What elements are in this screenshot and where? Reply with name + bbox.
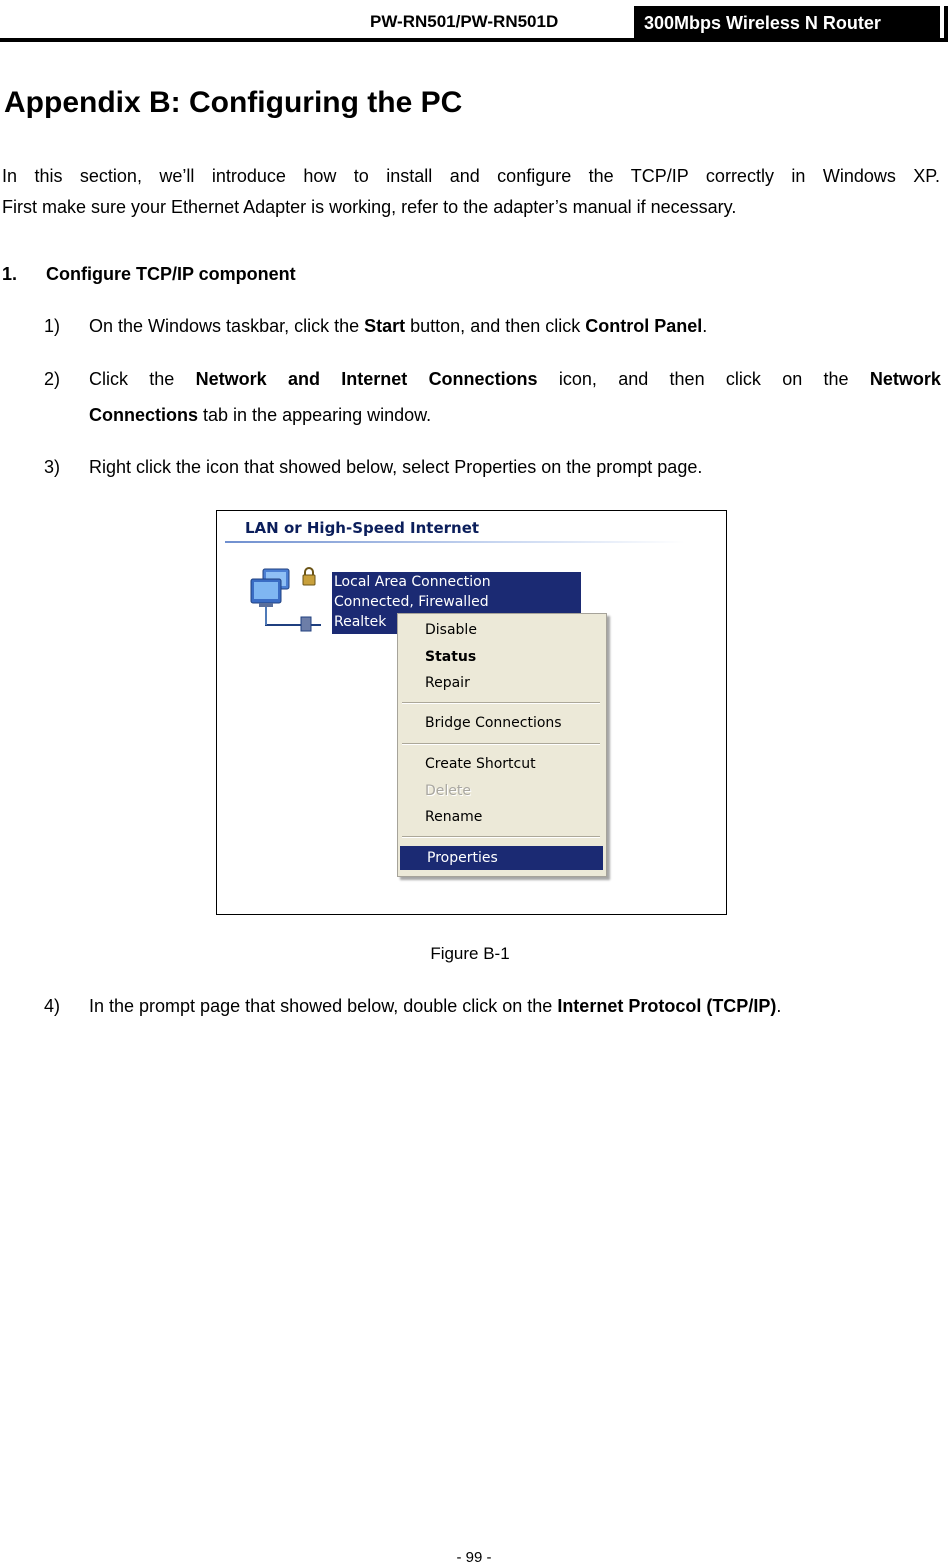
menu-item-properties[interactable]: Properties [400,846,603,870]
connection-name[interactable]: Local Area Connection [334,574,491,590]
network-connection-icon[interactable] [247,565,327,645]
menu-item-create-shortcut[interactable]: Create Shortcut [425,756,536,772]
step-1-part-3: . [702,316,708,336]
page-number: - 99 - [456,1549,492,1566]
step-2-bold-word: Network [869,369,941,389]
step-1-part-1: On the Windows taskbar, click the [89,316,365,336]
step-2-word: icon, [558,369,597,389]
intro-line-1: In this section, we’ll introduce how to install and configure the TCP/IP correctly in Windows XP. [2,166,940,186]
step-2-bold-word: and [287,369,320,389]
step-4-part-1: In the prompt page that showed below, double click on the [89,996,558,1016]
step-3-number: 3) [44,457,61,477]
step-1-number: 1) [44,316,61,336]
step-4-number: 4) [44,996,61,1016]
step-2-bold-word: Connections [428,369,538,389]
step-2-tail: tab in the appearing window. [198,405,432,425]
menu-separator [402,836,600,838]
figure-screenshot [216,510,727,915]
step-4-text [89,996,781,1017]
figure-caption: Figure B-1 [430,944,510,963]
step-2-connections-term: Connections [89,405,199,425]
menu-item-delete: Delete [425,783,471,799]
menu-item-bridge-connections[interactable]: Bridge Connections [425,715,562,731]
step-1-text [89,316,707,337]
connection-device: Realtek [334,614,387,630]
step-2-word: on [782,369,803,389]
menu-separator [402,743,600,745]
step-2-word: Click [89,369,128,389]
menu-item-disable[interactable]: Disable [425,622,477,638]
header-model: PW-RN501/PW-RN501D [370,12,559,31]
header-rule [0,38,948,42]
step-3-text: Right click the icon that showed below, select Properties on the prompt page. [89,457,703,477]
step-2-number: 2) [44,369,61,389]
connection-status: Connected, Firewalled [334,594,489,610]
context-menu [397,613,607,877]
step-2-word: and [618,369,649,389]
menu-item-repair[interactable]: Repair [425,675,470,691]
intro-line-2: First make sure your Ethernet Adapter is working, refer to the adapter’s manual if necessary. [2,197,737,217]
page-title: Appendix B: Configuring the PC [4,86,463,119]
step-2-line-1 [89,369,941,390]
step-2-bold-word: Internet [341,369,408,389]
step-4-tcpip-term: Internet Protocol (TCP/IP) [557,996,777,1016]
step-1-control-panel-term: Control Panel [585,316,703,336]
figure-heading-underline [225,541,685,543]
step-2-word: then [669,369,705,389]
step-4-part-2: . [776,996,782,1016]
menu-item-status[interactable]: Status [425,649,477,665]
header-product-box: 300Mbps Wireless N Router [634,6,940,40]
section-number: 1. [2,264,18,284]
step-2-line-2 [89,405,431,426]
figure-heading: LAN or High-Speed Internet [245,519,480,537]
step-2-bold-word: Network [195,369,267,389]
menu-item-rename[interactable]: Rename [425,809,483,825]
step-1-start-term: Start [364,316,406,336]
menu-separator [402,702,600,704]
header-box-edge [944,6,948,40]
step-2-word: the [149,369,175,389]
step-2-word: the [823,369,849,389]
section-title: Configure TCP/IP component [46,264,296,284]
step-1-part-2: button, and then click [405,316,586,336]
step-2-word: click [725,369,761,389]
